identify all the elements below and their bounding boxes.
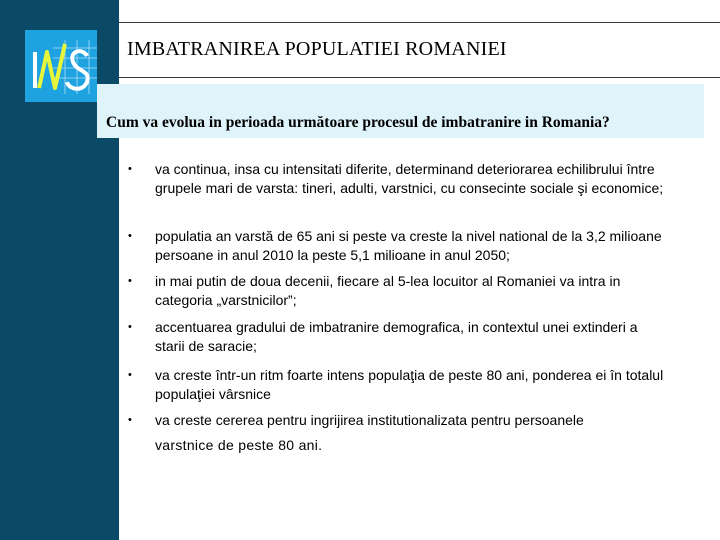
- bullet-marker: •: [128, 275, 132, 287]
- list-item: [120, 227, 680, 265]
- list-item: [120, 366, 680, 404]
- ins-logo-icon: [25, 30, 97, 102]
- bullet-marker: •: [128, 230, 132, 242]
- list-item: [120, 318, 680, 356]
- bullet-marker: •: [128, 321, 132, 333]
- bullet-text: va creste cererea pentru ingrijirea institutionalizata pentru persoanele: [155, 412, 584, 428]
- bullet-marker: •: [128, 163, 132, 175]
- bullet-text: accentuarea gradului de imbatranire demografica, in contextul unei extinderi a starii de saracie;: [155, 319, 638, 354]
- bullet-text: in mai putin de doua decenii, fiecare al 5-lea locuitor al Romaniei va intra in categoria „varstnicilor”;: [155, 273, 621, 308]
- bullet-text: va continua, insa cu intensitati diferite, determinand deteriorarea echilibrului între grupele mari de varsta: tineri, adulti, varstnici, cu consecinte sociale şi economice;: [155, 161, 664, 196]
- bullet-text-continuation: varstnice de peste 80 ani.: [155, 437, 323, 453]
- title-rule-bottom: [119, 77, 720, 78]
- page-title: IMBATRANIREA POPULATIEI ROMANIEI: [127, 38, 507, 60]
- list-item: [120, 272, 680, 310]
- bullet-text: populatia an varstă de 65 ani si peste va creste la nivel national de la 3,2 milioane persoane in anul 2010 la peste 5,1 milioane in anul 2050;: [155, 228, 662, 263]
- bullet-text: va creste într-un ritm foarte intens populaţia de peste 80 ani, ponderea ei în totalul populaţiei vârsnice: [155, 367, 664, 402]
- list-item: [120, 160, 680, 198]
- question-heading: Cum va evolua in perioada următoare procesul de imbatranire in Romania?: [106, 114, 610, 131]
- list-item: [120, 411, 680, 430]
- bullet-marker: •: [128, 414, 132, 426]
- title-rule-top: [119, 22, 720, 23]
- bullet-marker: •: [128, 369, 132, 381]
